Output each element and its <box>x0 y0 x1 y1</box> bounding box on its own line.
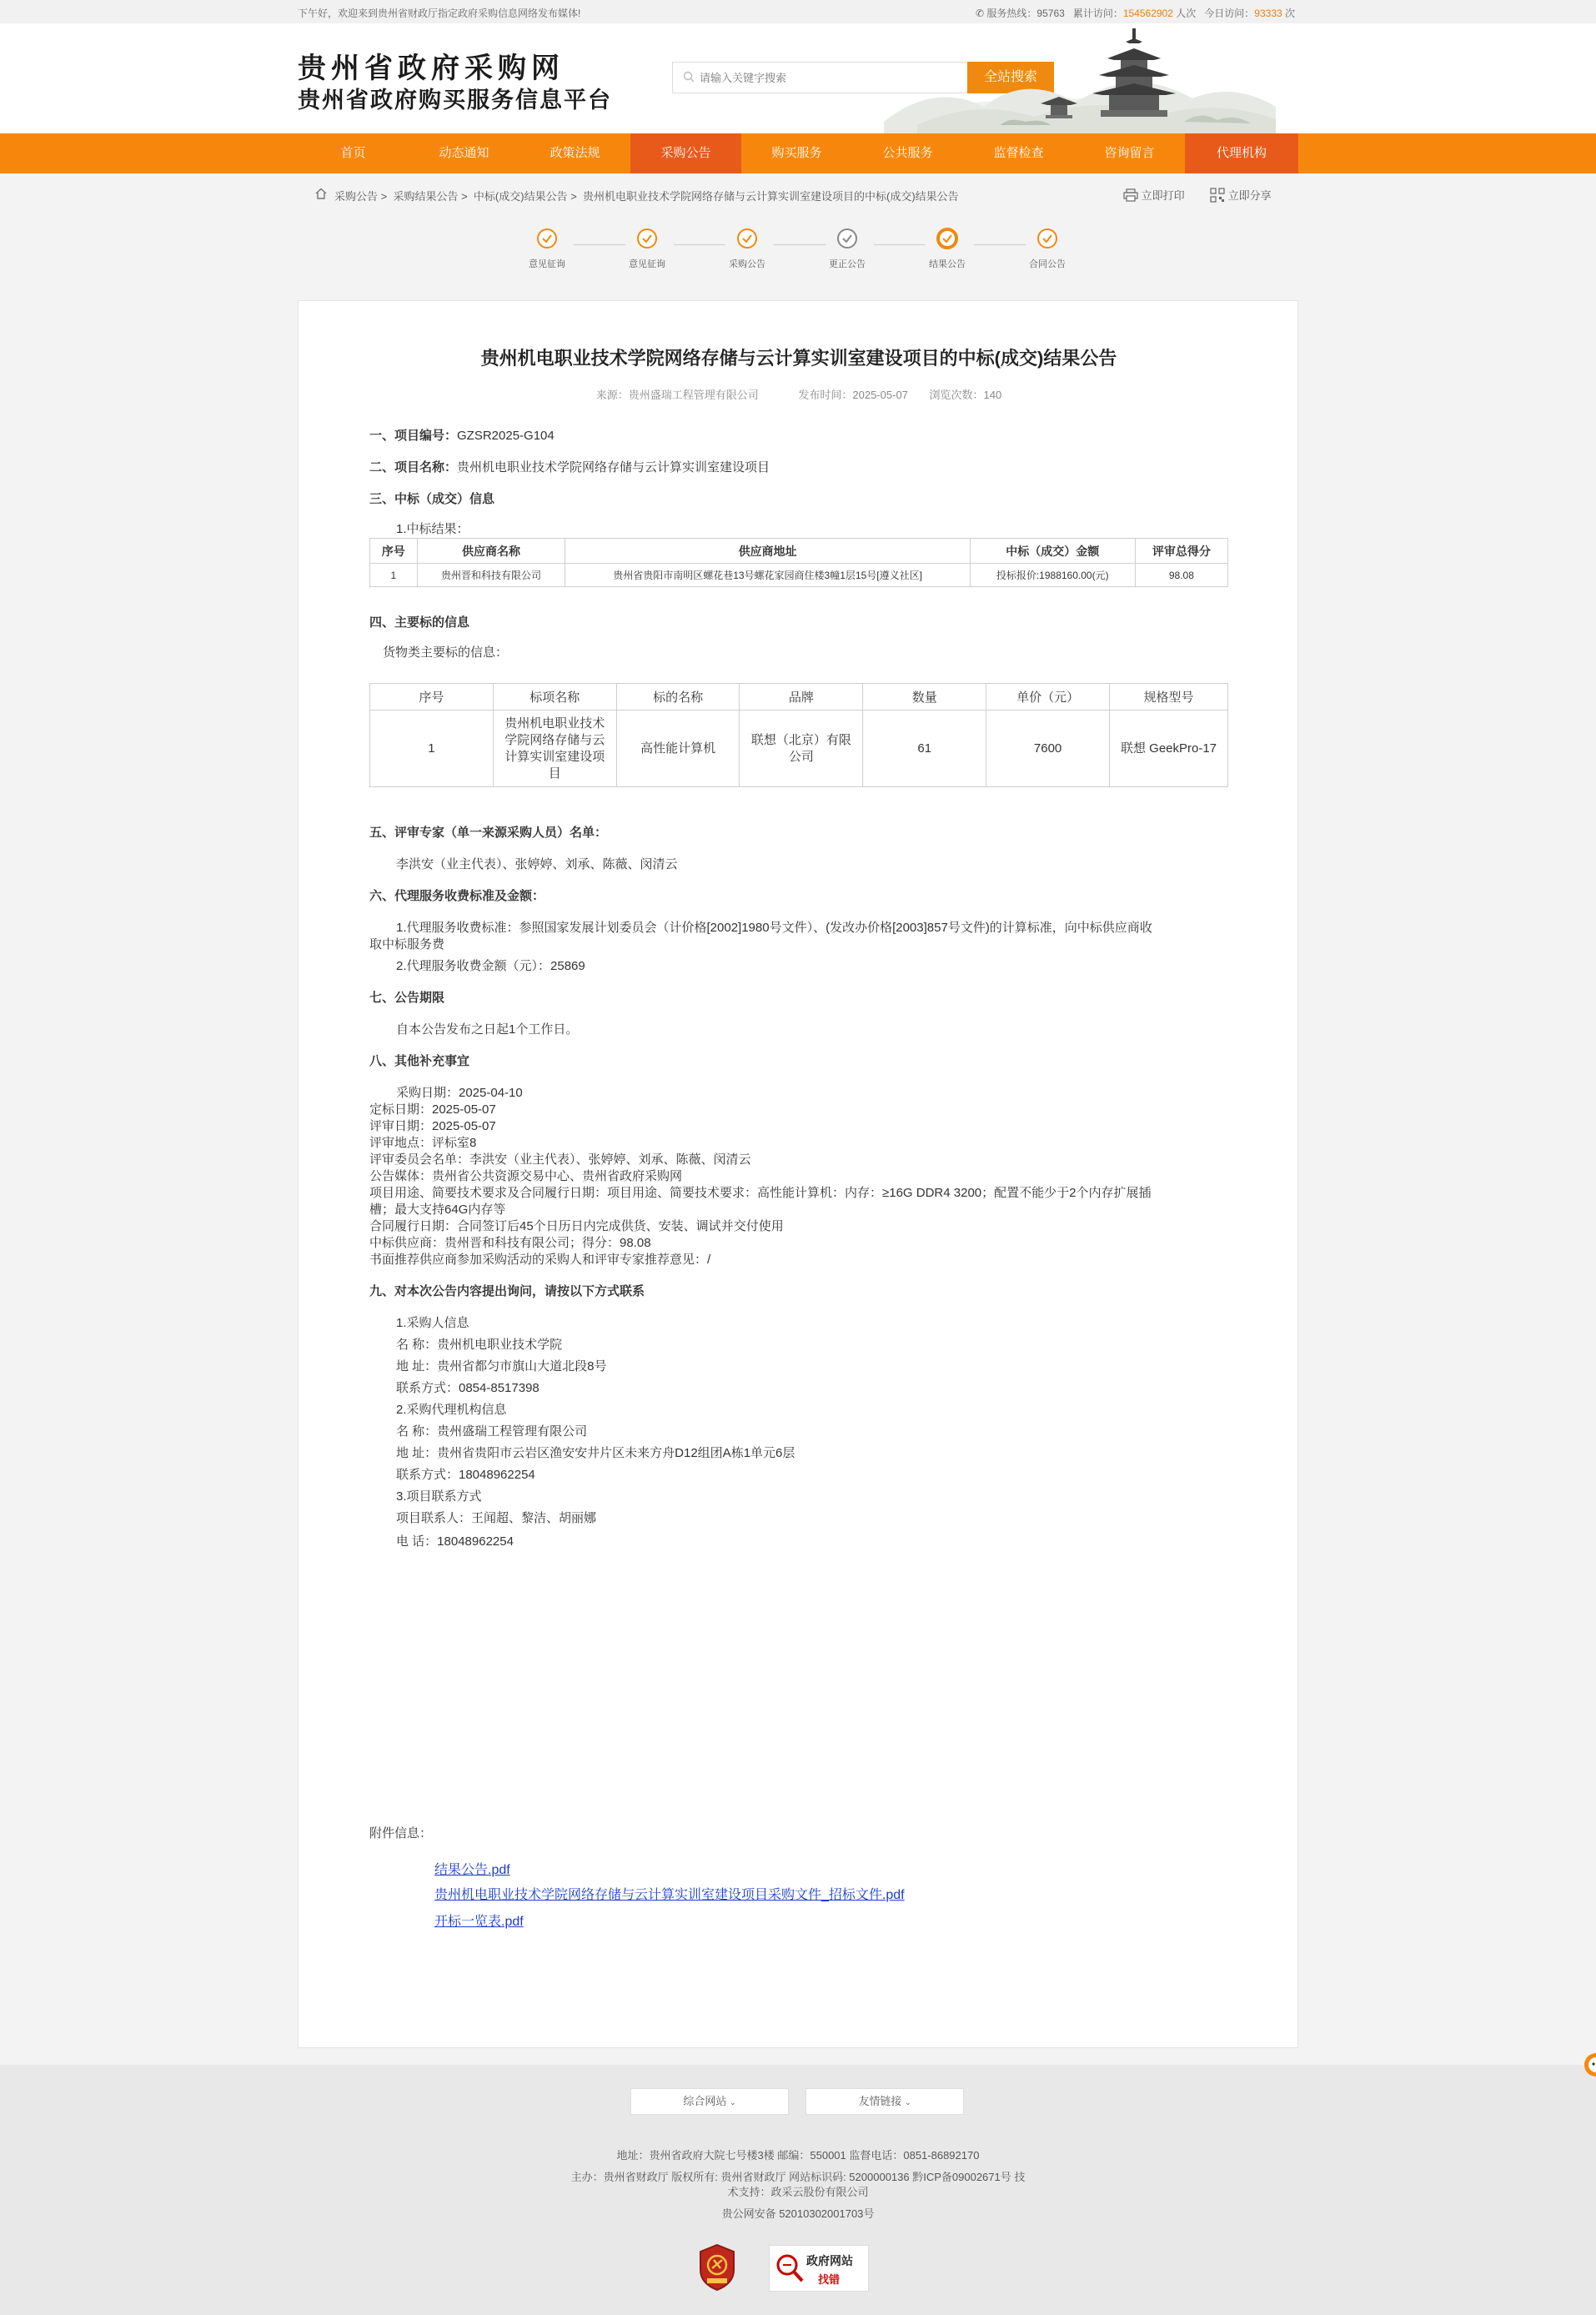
step-item[interactable]: 更正公告 <box>814 227 881 270</box>
section-experts: 五、评审专家（单一来源采购人员）名单： <box>369 826 608 840</box>
table-row: 1 贵州晋和科技有限公司 贵州省贵阳市南明区螺花巷13号螺花家园商住楼3幢1层15号[遵义社区] 投标报价:1988160.00(元) 98.08 <box>370 564 1228 587</box>
site-title[interactable]: 贵州省政府采购网 <box>298 53 565 84</box>
breadcrumb-item[interactable]: 采购公告 <box>334 190 379 203</box>
nav-purchase-services[interactable]: 购买服务 <box>771 146 822 160</box>
welcome-text: 下午好，欢迎来到贵州省财政厅指定政府采购信息网络发布媒体! <box>298 8 581 19</box>
check-circle-icon <box>535 227 559 250</box>
view-count: 浏览次数：140 <box>929 389 1002 401</box>
site-search-button[interactable]: 全站搜索 <box>967 62 1054 93</box>
nav-procurement-notices[interactable]: 采购公告 <box>630 133 741 173</box>
notice-period: 自本公告发布之日起1个工作日。 <box>396 1022 579 1037</box>
step-item[interactable]: 合同公告 <box>1014 227 1081 270</box>
step-item[interactable]: 采购公告 <box>714 227 780 270</box>
supplement-line: 评审委员会名单：李洪安（业主代表）、张婷婷、刘承、陈薇、闵清云 <box>369 1152 751 1167</box>
nav-news[interactable]: 动态通知 <box>439 146 489 160</box>
source: 来源：贵州盛瑞工程管理有限公司 <box>595 389 759 401</box>
section-agency-fee: 六、代理服务收费标准及金额： <box>369 889 545 903</box>
nav-supervision[interactable]: 监督检查 <box>993 146 1044 160</box>
supplement-line: 合同履行日期：合同签订后45个日历日内完成供货、安装、调试并交付使用 <box>369 1219 784 1233</box>
chevron-down-icon: ⌄ <box>730 2098 736 2107</box>
attachment-link[interactable]: 结果公告.pdf <box>434 1863 510 1877</box>
site-stats: ✆ 服务热线：95763 累计访问：154562902 人次 今日访问：93333 次 <box>976 8 1296 19</box>
check-circle-icon <box>936 227 959 250</box>
customer-service-float-icon[interactable] <box>1581 2050 1596 2083</box>
supplement-line: 公告媒体：贵州省公共资源交易中心、贵州省政府采购网 <box>369 1169 683 1183</box>
hotline-number: 95763 <box>1036 8 1065 19</box>
search-icon <box>683 71 695 83</box>
contact-line: 名 称：贵州机电职业技术学院 <box>396 1338 563 1352</box>
experts-list: 李洪安（业主代表）、张婷婷、刘承、陈薇、闵清云 <box>396 857 678 871</box>
chevron-down-icon: ⌄ <box>905 2098 911 2107</box>
supplement-line: 项目用途、简要技术要求及合同履行日期：项目用途、简要技术要求：高性能计算机：内存：≥16G DDR4 3200；配置不能少于2个内存扩展插 <box>369 1186 1152 1200</box>
main-nav <box>0 133 1596 173</box>
contact-line: 联系方式：0854-8517398 <box>396 1381 540 1395</box>
fee-standard-cont: 取中标服务费 <box>369 937 445 952</box>
fee-amount: 2.代理服务收费金额（元）：25869 <box>396 959 585 973</box>
nav-consultation[interactable]: 咨询留言 <box>1104 146 1155 160</box>
announcement-card <box>298 300 1298 2048</box>
footer-tech-support: 术支持：政采云股份有限公司 <box>727 2186 869 2198</box>
award-result-label: 1.中标结果： <box>396 522 469 536</box>
supplement-line: 中标供应商：贵州晋和科技有限公司；得分：98.08 <box>369 1236 651 1250</box>
contact-line: 地 址：贵州省贵阳市云岩区渔安安井片区未来方舟D12组团A栋1单元6层 <box>396 1446 795 1460</box>
table-row: 1 贵州机电职业技术学院网络存储与云计算实训室建设项目 高性能计算机 联想（北京）有限公司 61 7600 联想 GeekPro-17 <box>370 711 1228 787</box>
contact-line: 1.采购人信息 <box>396 1316 469 1330</box>
item-info-table <box>369 683 1228 787</box>
step-item-current[interactable]: 结果公告 <box>914 227 981 270</box>
contact-line: 联系方式：18048962254 <box>396 1468 535 1482</box>
attachment-link[interactable]: 开标一览表.pdf <box>434 1915 524 1929</box>
pagoda-landscape-illustration <box>884 23 1276 133</box>
breadcrumb-item[interactable]: 中标(成交)结果公告 <box>473 190 568 203</box>
supplement-line: 定标日期：2025-05-07 <box>369 1102 496 1117</box>
section-main-items: 四、主要标的信息 <box>369 615 470 630</box>
breadcrumb-current: 贵州机电职业技术学院网络存储与云计算实训室建设项目的中标(成交)结果公告 <box>583 190 959 203</box>
footer-address: 地址：贵州省政府大院七号楼3楼 邮编：550001 监督电话：0851-86892170 <box>616 2149 980 2162</box>
attachments-label: 附件信息： <box>369 1826 433 1840</box>
contact-line: 3.项目联系方式 <box>396 1489 482 1504</box>
step-item[interactable]: 意见征询 <box>514 227 580 270</box>
home-icon[interactable] <box>314 187 328 200</box>
site-subtitle: 贵州省政府购买服务信息平台 <box>298 88 612 113</box>
award-result-table <box>369 538 1228 587</box>
section-contact: 九、对本次公告内容提出询问，请按以下方式联系 <box>369 1284 645 1298</box>
supplement-line: 书面推荐供应商参加采购活动的采购人和评审专家推荐意见：/ <box>369 1253 711 1267</box>
breadcrumb <box>298 177 1298 210</box>
contact-line: 2.采购代理机构信息 <box>396 1403 507 1417</box>
supplement-line: 采购日期：2025-04-10 <box>396 1086 523 1100</box>
nav-policies[interactable]: 政策法规 <box>550 146 600 160</box>
nav-public-services[interactable]: 公共服务 <box>882 146 933 160</box>
site-header <box>0 23 1596 133</box>
breadcrumb-item[interactable]: 采购结果公告 <box>393 190 459 203</box>
print-button[interactable]: 立即打印 <box>1123 187 1185 203</box>
goods-info-label: 货物类主要标的信息： <box>383 645 509 660</box>
nav-home[interactable]: 首页 <box>340 146 366 160</box>
section-award-info: 三、中标（成交）信息 <box>369 492 495 506</box>
contact-line: 项目联系人：王闻超、黎洁、胡丽娜 <box>396 1511 597 1525</box>
procurement-progress-steps <box>500 227 1117 280</box>
footer-police-record: 贵公网安备 52010302001703号 <box>721 2207 875 2220</box>
fee-standard: 1.代理服务收费标准：参照国家发展计划委员会（计价格[2002]1980号文件）、(发改办价格[2003]857号文件)的计算标准，向中标供应商收 <box>396 921 1152 935</box>
table-header-row: 序号 供应商名称 供应商地址 中标（成交）金额 评审总得分 <box>370 539 1228 564</box>
check-circle-icon <box>735 227 759 250</box>
footer-copyright: 主办：贵州省财政厅 版权所有: 贵州省财政厅 网站标识码: 5200000136 黔ICP备09002671号 技 <box>570 2171 1026 2183</box>
announcement-title: 贵州机电职业技术学院网络存储与云计算实训室建设项目的中标(成交)结果公告 <box>480 348 1117 369</box>
section-project-number: 一、项目编号：GZSR2025-G104 <box>369 429 555 443</box>
phone-icon: ✆ <box>976 8 985 19</box>
table-header-row: 序号 标项名称 标的名称 品牌 数量 单价（元） 规格型号 <box>370 684 1228 711</box>
contact-line: 电 话：18048962254 <box>396 1534 514 1549</box>
nav-agencies[interactable]: 代理机构 <box>1185 133 1298 173</box>
supplement-line: 评审日期：2025-05-07 <box>369 1119 496 1133</box>
share-button[interactable]: 立即分享 <box>1210 187 1272 203</box>
contact-line: 名 称：贵州盛瑞工程管理有限公司 <box>396 1424 588 1439</box>
friendly-links-dropdown[interactable]: 友情链接 ⌄ <box>806 2088 964 2115</box>
supplement-line: 槽；最大支持64G内存等 <box>369 1203 506 1217</box>
gov-site-error-report-badge[interactable]: 政府网站 找错 <box>769 2245 869 2292</box>
total-visits: 154562902 <box>1122 8 1173 19</box>
printer-icon <box>1123 188 1138 202</box>
portal-sites-dropdown[interactable]: 综合网站 ⌄ <box>630 2088 789 2115</box>
contact-line: 地 址：贵州省都匀市旗山大道北段8号 <box>396 1359 607 1373</box>
qrcode-icon <box>1210 188 1225 203</box>
magnifier-icon <box>775 2252 805 2284</box>
check-circle-icon <box>836 227 859 250</box>
party-emblem-badge-icon[interactable] <box>697 2243 737 2292</box>
today-visits: 93333 <box>1254 8 1282 19</box>
check-circle-icon <box>635 227 659 250</box>
site-footer <box>0 2065 1596 2315</box>
breadcrumb-trail: 采购公告 > 采购结果公告 > 中标(成交)结果公告 > 贵州机电职业技术学院网络存储与云计算实训室建设项目的中标(成交)结果公告 <box>334 190 959 203</box>
section-project-name: 二、项目名称：贵州机电职业技术学院网络存储与云计算实训室建设项目 <box>369 460 770 475</box>
top-bar <box>0 0 1596 23</box>
attachment-link[interactable]: 贵州机电职业技术学院网络存储与云计算实训室建设项目采购文件_招标文件.pdf <box>434 1888 905 1902</box>
section-supplement: 八、其他补充事宜 <box>369 1054 470 1068</box>
supplement-line: 评审地点：评标室8 <box>369 1136 477 1150</box>
publish-time: 发布时间：2025-05-07 <box>798 389 908 401</box>
check-circle-icon <box>1036 227 1059 250</box>
section-notice-period: 七、公告期限 <box>369 991 445 1005</box>
announcement-meta <box>299 386 1299 402</box>
step-item[interactable]: 意见征询 <box>614 227 680 270</box>
